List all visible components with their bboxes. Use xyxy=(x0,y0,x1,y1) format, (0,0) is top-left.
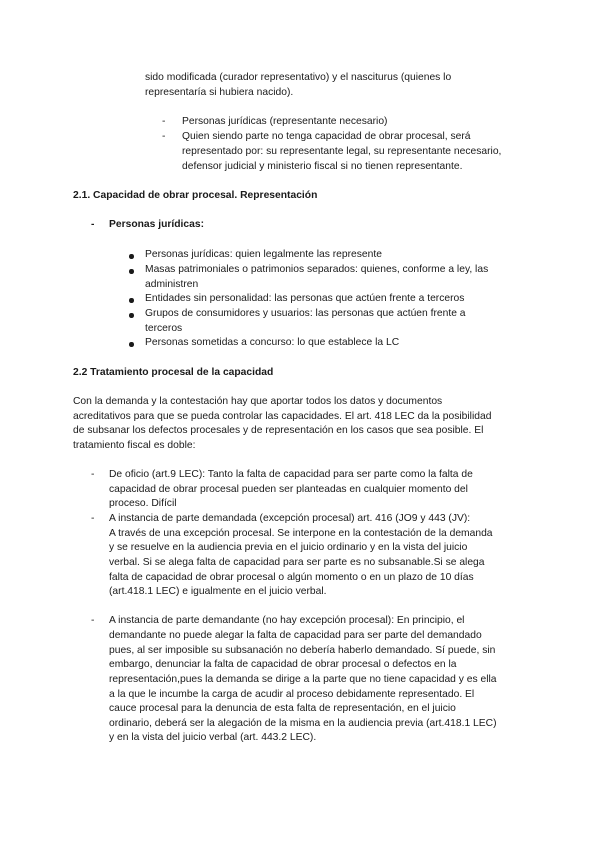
section-heading: 2.2 Tratamiento procesal de la capacidad xyxy=(73,367,274,378)
list-item-line: Quien siendo parte no tenga capacidad de obrar procesal, será xyxy=(182,131,471,142)
list-item-line: embargo, denunciar la falta de capacidad de obrar procesal o defectos en la xyxy=(109,659,457,670)
paragraph-line: de subsanar los defectos procesales y de representación en los casos que sea posible. El xyxy=(73,425,484,436)
bullet-icon xyxy=(129,298,134,303)
bullet-line: Grupos de consumidores y usuarios: las personas que actúen frente a xyxy=(145,308,466,319)
bullet-icon xyxy=(129,254,134,259)
dash-marker: - xyxy=(91,219,95,230)
list-item-line: y en la vista del juicio verbal (art. 443.2 LEC). xyxy=(109,732,317,743)
list-item-line: y se resuelve en la audiencia previa en el juicio ordinario y en la vista del juicio xyxy=(109,542,468,553)
dash-marker: - xyxy=(162,116,166,127)
subheading: Personas jurídicas: xyxy=(109,219,204,230)
list-item-line: defensor judicial y ministerio fiscal si no tienen representante. xyxy=(182,161,463,172)
intro-line: representaría si hubiera nacido). xyxy=(145,87,294,98)
list-item-line: A instancia de parte demandada (excepción procesal) art. 416 (JO9 y 443 (JV): xyxy=(109,513,471,524)
bullet-line: Personas sometidas a concurso: lo que establece la LC xyxy=(145,337,400,348)
bullet-line: administren xyxy=(145,279,199,290)
list-item-line: cauce procesal para la denuncia de esta falta de representación, en el juicio xyxy=(109,703,456,714)
list-item-line: a la que le incumbe la carga de acudir al proceso debidamente representado. El xyxy=(109,689,475,700)
list-item-line: Personas jurídicas (representante necesario) xyxy=(182,116,388,127)
list-item-line: verbal. Si se alega falta de capacidad para ser parte es no subsanable.Si se alega xyxy=(109,557,485,568)
bullet-line: Entidades sin personalidad: las personas que actúen frente a terceros xyxy=(145,293,465,304)
bullet-line: terceros xyxy=(145,323,183,334)
list-item-line: (art.418.1 LEC) e igualmente en el juicio verbal. xyxy=(109,586,327,597)
paragraph-line: tratamiento fiscal es doble: xyxy=(73,440,196,451)
list-item-line: A través de una excepción procesal. Se interpone en la contestación de la demanda xyxy=(109,528,493,539)
paragraph-line: acreditativos para que se pueda controlar las capacidades. El art. 418 LEC da la posibilidad xyxy=(73,411,492,422)
section-heading: 2.1. Capacidad de obrar procesal. Representación xyxy=(73,190,318,201)
list-item-line: capacidad de obrar procesal pueden ser planteadas en cualquier momento del xyxy=(109,484,468,495)
dash-marker: - xyxy=(162,131,166,142)
intro-line: sido modificada (curador representativo) y el nasciturus (quienes lo xyxy=(145,72,452,83)
bullet-icon xyxy=(129,269,134,274)
dash-marker: - xyxy=(91,469,95,480)
list-item-line: representado por: su representante legal, su representante necesario, xyxy=(182,146,502,157)
dash-marker: - xyxy=(91,615,95,626)
list-item-line: falta de capacidad de obrar procesal o algún momento o en un plazo de 10 días xyxy=(109,572,474,583)
dash-marker: - xyxy=(91,513,95,524)
list-item-line: ordinario, deberá ser la alegación de la misma en la audiencia previa (art.418.1 LEC) xyxy=(109,718,497,729)
list-item-line: demandante no puede alegar la falta de capacidad para ser parte del demandado xyxy=(109,630,482,641)
bullet-icon xyxy=(129,342,134,347)
list-item-line: pues, al ser imposible su subsanación no debería haberlo demandado. Sí puede, sin xyxy=(109,645,496,656)
list-item-line: representación,pues la demanda se dirige a la parte que no tiene capacidad y es ella xyxy=(109,674,497,685)
list-item-line: proceso. Difícil xyxy=(109,498,177,509)
bullet-line: Masas patrimoniales o patrimonios separados: quienes, conforme a ley, las xyxy=(145,264,489,275)
list-item-line: De oficio (art.9 LEC): Tanto la falta de capacidad para ser parte como la falta de xyxy=(109,469,473,480)
paragraph-line: Con la demanda y la contestación hay que aportar todos los datos y documentos xyxy=(73,396,443,407)
list-item-line: A instancia de parte demandante (no hay excepción procesal): En principio, el xyxy=(109,615,465,626)
bullet-line: Personas jurídicas: quien legalmente las represente xyxy=(145,249,382,260)
bullet-icon xyxy=(129,313,134,318)
